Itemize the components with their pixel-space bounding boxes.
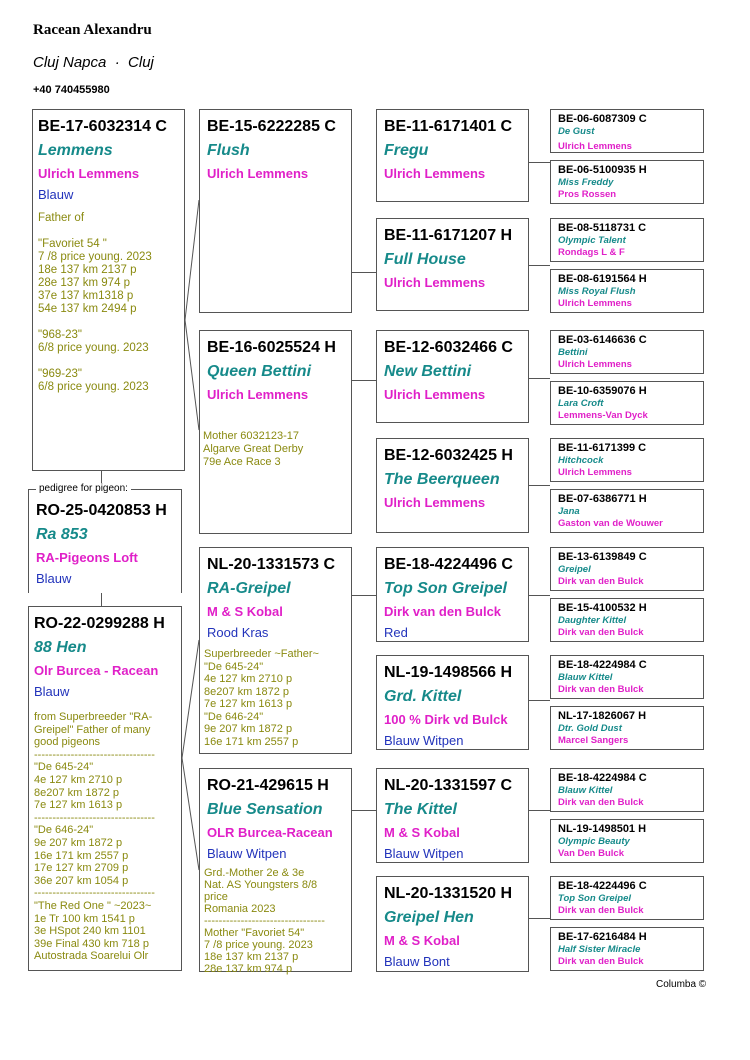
gen4-breeder: Ulrich Lemmens (558, 141, 632, 152)
gen2-notes: Superbreeder ~Father~ "De 645-24" 4e 127 km 2710 p 8e207 km 1872 p 7e 127 km 1613 p "De 646-24" 9e 207 km 1872 p 16e 171 km 2557 p (204, 648, 319, 748)
gen3-color: Blauw Witpen (384, 733, 464, 748)
owner-location: Cluj Napca · Cluj (33, 54, 154, 71)
gen4-name: Bettini (558, 347, 588, 358)
footer-brand: Columba © (656, 979, 707, 990)
gen3-name: Greipel Hen (384, 909, 474, 926)
gen4-ring: BE-11-6171399 C (558, 442, 647, 454)
gen2-breeder: Ulrich Lemmens (207, 387, 309, 402)
gen3-breeder: Ulrich Lemmens (384, 275, 486, 290)
pedigree-label: pedigree for pigeon: (36, 483, 131, 494)
gen3-ring: BE-18-4224496 C (384, 556, 513, 573)
father-breeder: Ulrich Lemmens (38, 166, 140, 181)
gen3-name: Full House (384, 251, 466, 268)
pigeon-ring: RO-25-0420853 H (36, 502, 167, 519)
gen3-card-3[interactable] (376, 330, 529, 423)
gen4-name: Dtr. Gold Dust (558, 723, 622, 734)
gen4-card-16[interactable] (550, 927, 704, 971)
gen2-name: Blue Sensation (207, 801, 323, 818)
gen4-name: Miss Freddy (558, 177, 614, 188)
owner-name: Racean Alexandru (33, 22, 152, 38)
gen4-ring: BE-08-5118731 C (558, 222, 647, 234)
gen3-breeder: Ulrich Lemmens (384, 166, 486, 181)
gen4-breeder: Ulrich Lemmens (558, 467, 632, 478)
pigeon-breeder: RA-Pigeons Loft (36, 550, 138, 565)
gen3-name: The Kittel (384, 801, 457, 818)
gen2-color: Rood Kras (207, 625, 269, 640)
gen4-breeder: Dirk van den Bulck (558, 956, 644, 967)
gen4-ring: BE-18-4224984 C (558, 659, 647, 671)
gen4-breeder: Ulrich Lemmens (558, 298, 632, 309)
gen4-card-4[interactable] (550, 269, 704, 313)
gen4-name: Miss Royal Flush (558, 286, 636, 297)
mother-breeder: Olr Burcea - Racean (34, 663, 159, 678)
gen4-breeder: Pros Rossen (558, 189, 617, 200)
gen4-ring: BE-07-6386771 H (558, 493, 647, 505)
gen3-breeder: 100 % Dirk vd Bulck (384, 712, 508, 727)
gen2-ring: BE-15-6222285 C (207, 118, 336, 135)
gen4-card-14[interactable] (550, 819, 704, 863)
gen3-color: Blauw Bont (384, 954, 450, 969)
gen4-breeder: Ulrich Lemmens (558, 359, 632, 370)
gen2-ring: NL-20-1331573 C (207, 556, 336, 573)
gen2-name: Queen Bettini (207, 363, 312, 380)
gen3-card-4[interactable] (376, 438, 529, 533)
gen4-card-13[interactable] (550, 768, 704, 812)
gen4-name: Jana (558, 506, 580, 517)
gen4-ring: BE-18-4224984 C (558, 772, 647, 784)
gen4-breeder: Marcel Sangers (558, 735, 629, 746)
gen3-breeder: Ulrich Lemmens (384, 495, 486, 510)
gen3-card-1[interactable] (376, 109, 529, 202)
gen4-card-2[interactable] (550, 160, 704, 204)
father-notes: Father of "Favoriet 54 " 7 /8 price young. 2023 18e 137 km 2137 p 28e 137 km 974 p 37e 137 km1318 p 54e 137 km 2494 p "968-23" 6/8 price young. 2023 "969-23" 6/8 price young. 2023 (38, 212, 152, 393)
gen2-ring: RO-21-429615 H (207, 777, 329, 794)
gen4-name: Top Son Greipel (558, 893, 632, 904)
gen4-breeder: Gaston van de Wouwer (558, 518, 663, 529)
pigeon-card[interactable] (28, 502, 182, 586)
gen4-name: Olympic Talent (558, 235, 626, 246)
gen4-name: Half Sister Miracle (558, 944, 641, 955)
gen4-card-9[interactable] (550, 547, 704, 591)
gen2-color: Blauw Witpen (207, 846, 287, 861)
gen4-breeder: Van Den Bulck (558, 848, 624, 859)
gen3-ring: NL-19-1498566 H (384, 664, 513, 681)
owner-phone: +40 740455980 (33, 84, 110, 96)
gen4-card-3[interactable] (550, 218, 704, 262)
gen2-notes: Mother 6032123-17 Algarve Great Derby 79e Ace Race 3 (203, 430, 304, 468)
gen4-breeder: Lemmens-Van Dyck (558, 410, 648, 421)
father-card[interactable] (32, 109, 185, 471)
mother-color: Blauw (34, 684, 70, 699)
gen3-breeder: M & S Kobal (384, 825, 460, 840)
gen3-color: Red (384, 625, 408, 640)
gen3-ring: BE-11-6171207 H (384, 227, 513, 244)
gen2-notes: Grd.-Mother 2e & 3e Nat. AS Youngsters 8/8 price Romania 2023 --------------------------------- Mother "Favoriet 54" 7 /8 price young. 2023 18e 137 km 2137 p 28e 137 km 974 p (204, 867, 325, 975)
gen3-ring: NL-20-1331597 C (384, 777, 513, 794)
gen4-name: Olympic Beauty (558, 836, 630, 847)
gen4-card-11[interactable] (550, 655, 704, 699)
gen4-breeder: Dirk van den Bulck (558, 684, 644, 695)
gen4-name: Greipel (558, 564, 591, 575)
gen3-card-5[interactable] (376, 547, 529, 642)
pigeon-color: Blauw (36, 571, 72, 586)
gen2-card-1[interactable] (199, 109, 352, 313)
gen4-card-5[interactable] (550, 330, 704, 374)
gen3-name: Grd. Kittel (384, 688, 462, 705)
gen3-name: Fregu (384, 142, 429, 159)
gen4-card-6[interactable] (550, 381, 704, 425)
mother-name: 88 Hen (34, 639, 87, 656)
gen4-name: Blauw Kittel (558, 672, 613, 683)
gen4-ring: NL-19-1498501 H (558, 823, 647, 835)
gen4-card-8[interactable] (550, 489, 704, 533)
gen4-breeder: Dirk van den Bulck (558, 905, 644, 916)
gen2-card-3[interactable] (199, 547, 352, 754)
gen3-card-2[interactable] (376, 218, 529, 311)
gen4-breeder: Dirk van den Bulck (558, 576, 644, 587)
gen4-ring: NL-17-1826067 H (558, 710, 647, 722)
gen4-name: Daughter Kittel (558, 615, 627, 626)
gen4-breeder: Dirk van den Bulck (558, 797, 644, 808)
gen4-card-15[interactable] (550, 876, 704, 920)
gen3-card-8[interactable] (376, 876, 529, 972)
gen4-name: Blauw Kittel (558, 785, 613, 796)
gen4-ring: BE-08-6191564 H (558, 273, 647, 285)
gen4-ring: BE-06-6087309 C (558, 113, 647, 125)
gen2-breeder: Ulrich Lemmens (207, 166, 309, 181)
gen2-card-2[interactable] (199, 330, 352, 534)
gen3-ring: BE-11-6171401 C (384, 118, 513, 135)
gen2-name: Flush (207, 142, 250, 159)
mother-card[interactable] (28, 606, 182, 971)
gen4-card-12[interactable] (550, 706, 704, 750)
gen3-name: New Bettini (384, 363, 472, 380)
gen2-ring: BE-16-6025524 H (207, 339, 336, 356)
gen3-card-7[interactable] (376, 768, 529, 863)
gen4-card-1[interactable] (550, 109, 704, 153)
gen4-ring: BE-10-6359076 H (558, 385, 647, 397)
gen4-ring: BE-15-4100532 H (558, 602, 647, 614)
gen4-card-7[interactable] (550, 438, 704, 482)
gen4-ring: BE-06-5100935 H (558, 164, 647, 176)
gen3-card-6[interactable] (376, 655, 529, 750)
gen4-ring: BE-18-4224496 C (558, 880, 647, 892)
gen2-breeder: M & S Kobal (207, 604, 283, 619)
gen4-name: De Gust (558, 126, 595, 137)
gen2-name: RA-Greipel (207, 580, 291, 597)
gen4-card-10[interactable] (550, 598, 704, 642)
gen4-ring: BE-13-6139849 C (558, 551, 647, 563)
gen3-breeder: Dirk van den Bulck (384, 604, 502, 619)
gen3-ring: BE-12-6032425 H (384, 447, 513, 464)
gen4-name: Lara Croft (558, 398, 604, 409)
pigeon-name: Ra 853 (36, 526, 88, 543)
gen3-name: The Beerqueen (384, 471, 500, 488)
father-color: Blauw (38, 187, 74, 202)
gen4-ring: BE-03-6146636 C (558, 334, 647, 346)
father-name: Lemmens (38, 142, 113, 159)
gen4-ring: BE-17-6216484 H (558, 931, 647, 943)
mother-notes: from Superbreeder "RA-Greipel" Father of many good pigeons --------------------------------- "De 645-24" 4e 127 km 2710 p 8e207 km 1872 p 7e 127 km 1613 p --------------------------------- "De 646-24" 9e 207 km 1872 p 16e 171 km 2557 p 17e 127 km 2709 p 36e 207 km 1054 p --------------------------------- "The Red One " ~2023~ 1e Tr 100 km 1541 p 3e HSpot 240 km 1101 39e Final 430 km 718 p Autostrada Soarelui Olr (34, 711, 155, 963)
gen4-name: Hitchcock (558, 455, 604, 466)
gen4-breeder: Dirk van den Bulck (558, 627, 644, 638)
gen3-breeder: Ulrich Lemmens (384, 387, 486, 402)
gen3-breeder: M & S Kobal (384, 933, 460, 948)
gen3-ring: NL-20-1331520 H (384, 885, 513, 902)
gen2-breeder: OLR Burcea-Racean (207, 825, 333, 840)
gen2-card-4[interactable] (199, 768, 352, 975)
gen4-breeder: Rondags L & F (558, 247, 625, 258)
gen3-name: Top Son Greipel (384, 580, 507, 597)
father-ring: BE-17-6032314 C (38, 118, 167, 135)
gen3-color: Blauw Witpen (384, 846, 464, 861)
mother-ring: RO-22-0299288 H (34, 615, 165, 632)
gen3-ring: BE-12-6032466 C (384, 339, 513, 356)
